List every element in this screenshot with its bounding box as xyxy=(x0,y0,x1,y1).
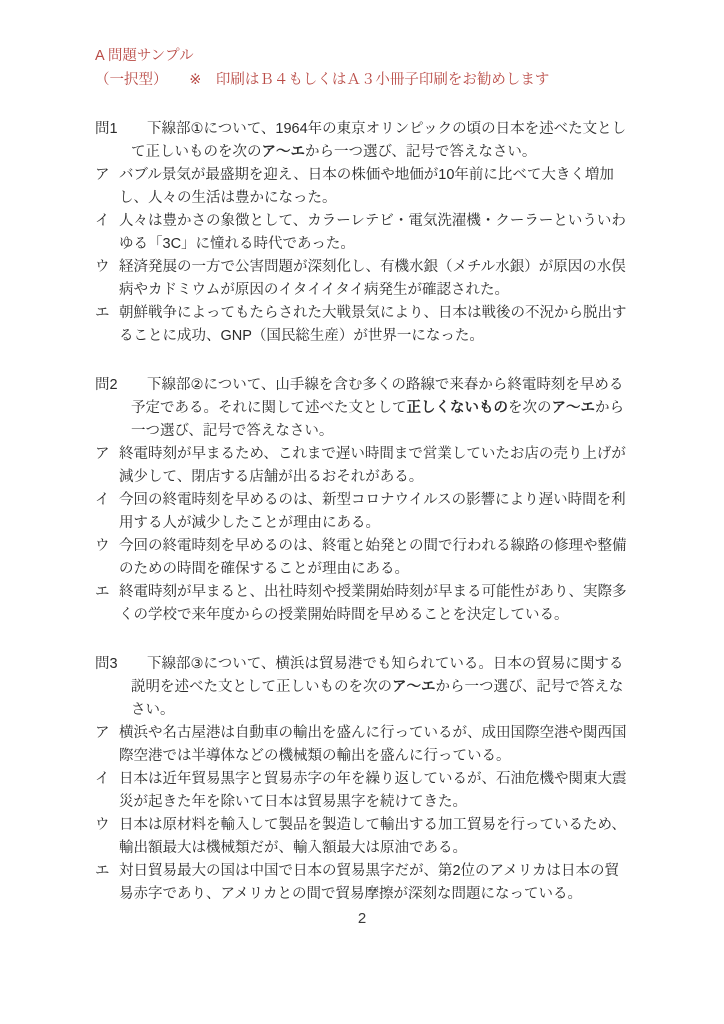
answer-option xyxy=(95,814,630,860)
question-prompt-text xyxy=(131,118,630,164)
answer-option xyxy=(95,860,630,906)
option-text: 朝鮮戦争によってもたらされた大戦景気により、日本は戦後の不況から脱出することに成功、GNP（国民総生産）が世界一になった。 xyxy=(119,305,627,344)
doc-header-subtitle: （一択型） ※ 印刷はＢ４もしくはＡ３小冊子印刷をお勧めします xyxy=(95,72,550,88)
option-label: ウ xyxy=(95,817,110,833)
option-text: 人々は豊かさの象徴として、カラーレテビ・電気洗濯機・クーラーといういわゆる「3C」に憧れる時代であった。 xyxy=(119,213,626,252)
option-label: ア xyxy=(95,167,110,183)
option-text: 横浜や名古屋港は自動車の輸出を盛んに行っているが、成田国際空港や関西国際空港では半導体などの機械類の輸出を盛んに行っている。 xyxy=(119,725,627,764)
option-list xyxy=(95,164,630,348)
question-label: 問2 xyxy=(95,377,118,393)
option-label: イ xyxy=(95,492,110,508)
question-block xyxy=(95,374,630,627)
prompt-emphasis: 正しくないもの xyxy=(406,400,508,416)
prompt-emphasis: ア～エ xyxy=(551,400,595,416)
option-label: ウ xyxy=(95,538,110,554)
option-list xyxy=(95,722,630,906)
option-label: ウ xyxy=(95,259,110,275)
question-block xyxy=(95,653,630,906)
question-prompt xyxy=(95,118,630,164)
question-prompt-text xyxy=(131,374,630,443)
question-prompt xyxy=(95,374,630,443)
doc-header-title: A 問題サンプル xyxy=(95,48,194,64)
option-label: ア xyxy=(95,725,110,741)
prompt-emphasis: ア～エ xyxy=(261,144,305,160)
answer-option xyxy=(95,443,630,489)
question-prompt-text xyxy=(131,653,630,722)
answer-option xyxy=(95,164,630,210)
answer-option xyxy=(95,535,630,581)
question-block xyxy=(95,118,630,348)
option-text: 日本は原材料を輸入して製品を製造して輸出する加工貿易を行っているため、輸出額最大は機械類だが、輸入額最大は原油である。 xyxy=(119,817,626,856)
option-label: イ xyxy=(95,213,110,229)
option-label: イ xyxy=(95,771,110,787)
answer-option xyxy=(95,302,630,348)
question-label: 問3 xyxy=(95,656,118,672)
prompt-segment: 下線部③について、横浜は貿易港でも知られている。日本の貿易に関する説明を述べた文として正しいものを次の xyxy=(131,656,624,695)
answer-option xyxy=(95,768,630,814)
answer-option xyxy=(95,210,630,256)
option-text: 今回の終電時刻を早めるのは、終電と始発との間で行われる線路の修理や整備のための時間を確保することが理由にある。 xyxy=(119,538,627,577)
answer-option xyxy=(95,256,630,302)
option-text: バブル景気が最盛期を迎え、日本の株価や地価が10年前に比べて大きく増加し、人々の生活は豊かになった。 xyxy=(119,167,614,206)
page-number: 2 xyxy=(357,910,367,927)
question-prompt xyxy=(95,653,630,722)
answer-option xyxy=(95,581,630,627)
prompt-emphasis: ア～エ xyxy=(392,679,436,695)
doc-header xyxy=(95,44,630,92)
prompt-segment: から一つ選び、記号で答えなさい。 xyxy=(131,400,624,439)
option-label: エ xyxy=(95,305,110,321)
option-text: 経済発展の一方で公害問題が深刻化し、有機水銀（メチル水銀）が原因の水俣病やカドミウムが原因のイタイイタイ病発生が確認された。 xyxy=(119,259,626,298)
option-label: エ xyxy=(95,863,110,879)
prompt-segment: から一つ選び、記号で答えなさい。 xyxy=(131,679,624,718)
option-text: 終電時刻が早まると、出社時刻や授業開始時刻が早まる可能性があり、実際多くの学校で来年度からの授業開始時間を早めることを決定している。 xyxy=(119,584,627,623)
option-text: 今回の終電時刻を早めるのは、新型コロナウイルスの影響により遅い時間を利用する人が減少したことが理由にある。 xyxy=(119,492,626,531)
option-text: 対日貿易最大の国は中国で日本の貿易黒字だが、第2位のアメリカは日本の貿易赤字であり、アメリカとの間で貿易摩擦が深刻な問題になっている。 xyxy=(119,863,620,902)
prompt-segment: 下線部①について、1964年の東京オリンピックの頃の日本を述べた文として正しいものを次の xyxy=(131,121,627,160)
prompt-segment: から一つ選び、記号で答えなさい。 xyxy=(305,144,537,160)
option-list xyxy=(95,443,630,627)
option-label: エ xyxy=(95,584,110,600)
question-label: 問1 xyxy=(95,121,118,137)
option-text: 日本は近年貿易黒字と貿易赤字の年を繰り返しているが、石油危機や関東大震災が起きた年を除いて日本は貿易黒字を続けてきた。 xyxy=(119,771,627,810)
answer-option xyxy=(95,722,630,768)
option-text: 終電時刻が早まるため、これまで遅い時間まで営業していたお店の売り上げが減少して、閉店する店舗が出るおそれがある。 xyxy=(119,446,626,485)
prompt-segment: を次の xyxy=(508,400,552,416)
option-label: ア xyxy=(95,446,110,462)
prompt-segment: 下線部②について、山手線を含む多くの路線で来春から終電時刻を早める予定である。それに関して述べた文として xyxy=(131,377,624,416)
questions xyxy=(95,118,630,906)
answer-option xyxy=(95,489,630,535)
